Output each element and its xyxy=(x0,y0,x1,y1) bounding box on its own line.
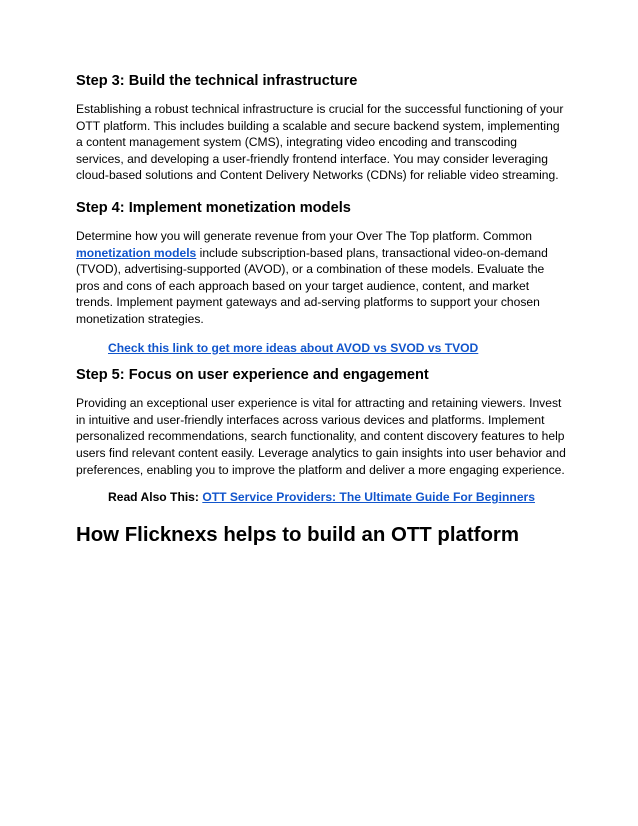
read-also-label: Read Also This: xyxy=(108,490,203,505)
step5-body: Providing an exceptional user experience is vital for attracting and retaining viewers. Invest in intuitive and user-friendly interfaces across various devices and platforms. Implement personalized recommendations, search functionality, and content discovery features to help users find relevant content easily. Leverage analytics to gain insights into user behavior and preferences, enabling you to improve the platform and deliver a more engaging experience. xyxy=(76,396,566,477)
step4-heading: Step 4: Implement monetization models xyxy=(76,199,351,216)
section-title: How Flicknexs helps to build an OTT platform xyxy=(76,523,519,546)
step4-body xyxy=(76,228,566,328)
step4-body-after-link: include subscription-based plans, transactional video-on-demand (TVOD), advertising-supported (AVOD), or a combination of these models. Evaluate the pros and cons of each approach based on your target audience, content, and market trends. Implement payment gateways and ad-serving platforms to support your chosen monetization strategies. xyxy=(76,245,548,326)
document-page xyxy=(76,72,566,548)
avod-svod-tvod-link[interactable]: Check this link to get more ideas about AVOD vs SVOD vs TVOD xyxy=(108,340,479,355)
step5-heading: Step 5: Focus on user experience and engagement xyxy=(76,367,429,384)
step4-body-before-link: Determine how you will generate revenue from your Over The Top platform. Common xyxy=(76,228,532,243)
ott-service-providers-link[interactable]: OTT Service Providers: The Ultimate Guide For Beginners xyxy=(202,490,535,505)
read-also-row xyxy=(76,489,566,506)
avod-svod-tvod-link-row xyxy=(76,340,566,357)
step3-body: Establishing a robust technical infrastructure is crucial for the successful functioning of your OTT platform. This includes building a scalable and secure backend system, implementing a content management system (CMS), integrating video encoding and transcoding services, and developing a user-friendly frontend interface. You may consider leveraging cloud-based solutions and Content Delivery Networks (CDNs) for reliable video streaming. xyxy=(76,102,564,183)
monetization-models-link[interactable]: monetization models xyxy=(76,245,197,260)
step3-heading: Step 3: Build the technical infrastructure xyxy=(76,73,358,89)
